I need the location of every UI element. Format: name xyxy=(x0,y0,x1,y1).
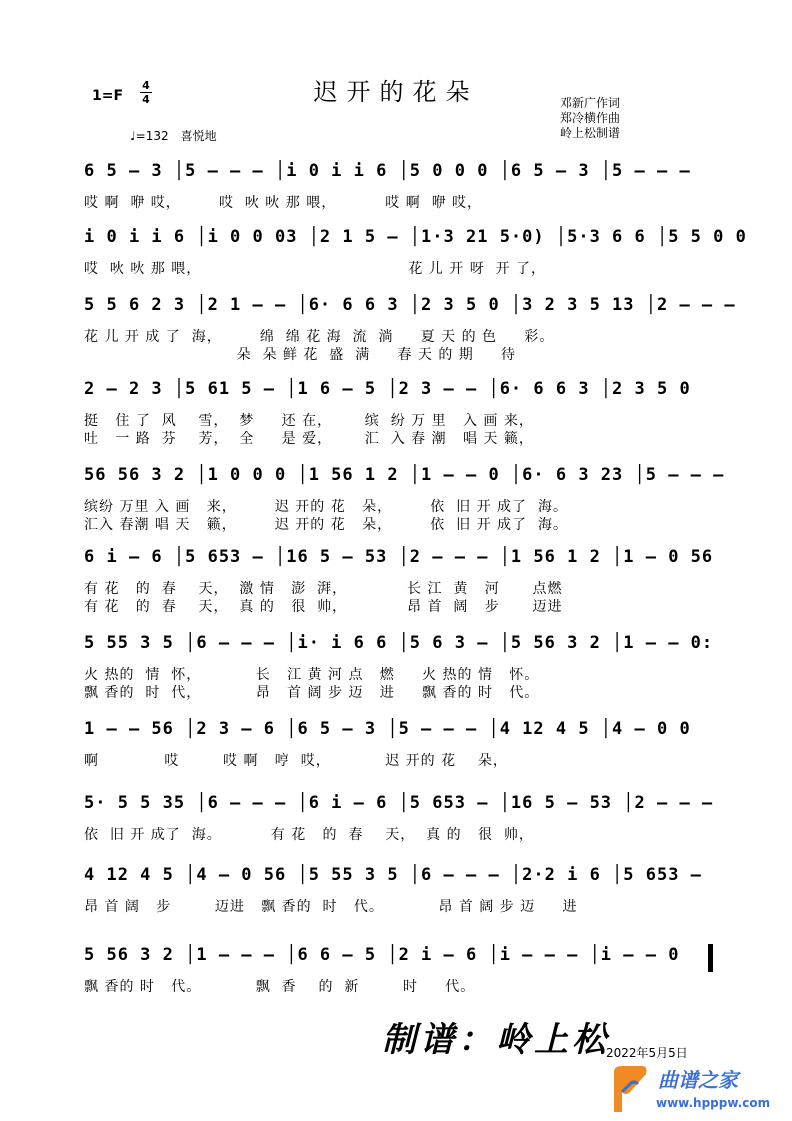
final-barline xyxy=(708,944,713,972)
notes-line: 5· 5 5 35 │6 – – – │6 i – 6 │5 653 – │16 5 – 53 │2 – – – xyxy=(84,793,714,813)
logo-name: 曲谱之家 xyxy=(658,1068,738,1092)
song-title: 迟开的花朵 xyxy=(313,78,479,106)
notes-line: 5 55 3 5 │6 – – – │i· i 6 6 │5 6 3 – │5 56 3 2 │1 – – 0: xyxy=(84,633,714,653)
system-6 xyxy=(0,542,792,624)
lyric-line-1: 缤纷 万里 入 画 来， 迟 开的 花 朵， 依 旧 开 成了 海。 xyxy=(84,499,568,515)
notes-line: 5 5 6 2 3 │2 1 – – │6· 6 6 3 │2 3 5 0 │3 2 3 5 13 │2 – – – xyxy=(84,295,736,315)
lyric-line-2: 吐 一 路 芬 芳， 全 是 爱， 汇 入 春 潮 唱 天 籁， xyxy=(84,431,534,447)
system-9 xyxy=(0,788,792,870)
lyric-line-1: 火 热的 情 怀， 长 江 黄 河 点 燃 火 热的 情 怀。 xyxy=(84,667,540,683)
lyric-line-1: 花 儿 开 成 了 海， 绵 绵 花 海 流 淌 夏 天 的 色 彩。 xyxy=(84,329,555,345)
lyric-line-1: 昂 首 阔 步 迈进 飘 香的 时 代。 昂 首 阔 步 迈 进 xyxy=(84,899,578,915)
notes-line: 6 i – 6 │5 653 – │16 5 – 53 │2 – – – │1 56 1 2 │1 – 0 56 xyxy=(84,547,714,567)
lyric-line-2: 飘 香的 时 代， 昂 首 阔 步 迈 进 飘 香的 时 代。 xyxy=(84,685,540,701)
lyric-line-2: 汇入 春潮 唱 天 籁， 迟 开的 花 朵， 依 旧 开 成了 海。 xyxy=(84,517,568,533)
lyric-line-1: 有 花 的 春 天， 激 情 澎 湃， 长 江 黄 河 点燃 xyxy=(84,581,563,597)
date: 2022年5月5日 xyxy=(606,1046,688,1060)
system-8 xyxy=(0,714,792,796)
lyricist-credit: 邓新广作词 xyxy=(560,96,621,110)
tempo-marking: ♩=132 喜悦地 xyxy=(130,129,217,143)
time-signature xyxy=(140,80,152,105)
system-10 xyxy=(0,860,792,942)
system-7 xyxy=(0,628,792,710)
notes-line: 56 56 3 2 │1 0 0 0 │1 56 1 2 │1 – – 0 │6· 6 3 23 │5 – – – xyxy=(84,465,725,485)
logo-url[interactable]: www.hpppw.com xyxy=(656,1096,771,1110)
system-3 xyxy=(0,290,792,372)
lyric-line-1: 啊 哎 哎 啊 哼 哎， 迟 开的 花 朵， xyxy=(84,753,508,769)
lyric-line-1: 挺 住 了 风 雪， 梦 还 在， 缤 纷 万 里 入 画 来， xyxy=(84,413,534,429)
system-5 xyxy=(0,460,792,542)
time-signature-top: 4 xyxy=(142,79,150,92)
composer-credit: 郑冷横作曲 xyxy=(560,111,621,125)
system-4 xyxy=(0,374,792,456)
arranger-credit: 岭上松制谱 xyxy=(560,126,621,140)
key-signature: 1=F xyxy=(92,88,124,104)
lyric-line-1: 飘 香的 时 代。 飘 香 的 新 时 代。 xyxy=(84,979,476,995)
notes-line: 6 5 – 3 │5 – – – │i 0 i i 6 │5 0 0 0 │6 5 – 3 │5 – – – xyxy=(84,161,691,181)
lyric-line-2: 朵 朵 鲜 花 盛 满 春 天 的 期 待 xyxy=(84,347,517,363)
notes-line: 2 – 2 3 │5 61 5 – │1 6 – 5 │2 3 – – │6· 6 6 3 │2 3 5 0 xyxy=(84,379,691,399)
notes-line: i 0 i i 6 │i 0 0 03 │2 1 5 – │1·3 21 5·0) │5·3 6 6 │5 5 0 0 xyxy=(84,227,747,247)
lyric-line-2: 有 花 的 春 天， 真 的 很 帅， 昂 首 阔 步 迈进 xyxy=(84,599,563,615)
system-11 xyxy=(0,940,792,1022)
site-logo[interactable] xyxy=(608,1058,788,1118)
time-signature-bottom: 4 xyxy=(142,93,150,106)
logo-mark-icon xyxy=(608,1062,652,1116)
notes-line: 1 – – 56 │2 3 – 6 │6 5 – 3 │5 – – – │4 12 4 5 │4 – 0 0 xyxy=(84,719,691,739)
arranger-signature: 制谱：岭上松 xyxy=(382,1020,610,1060)
notes-line: 4 12 4 5 │4 – 0 56 │5 55 3 5 │6 – – – │2·2 i 6 │5 653 – xyxy=(84,865,702,885)
credits xyxy=(560,96,620,141)
lyric-line-1: 依 旧 开 成了 海。 有 花 的 春 天， 真 的 很 帅， xyxy=(84,827,534,843)
lyric-line-1: 哎 吙 吙 那 喂， 花 儿 开 呀 开 了， xyxy=(84,261,547,277)
lyric-line-1: 哎 啊 咿 哎， 哎 吙 吙 那 喂， 哎 啊 咿 哎， xyxy=(84,195,483,211)
notes-line: 5 56 3 2 │1 – – – │6 6 – 5 │2 i – 6 │i – – – │i – – 0 xyxy=(84,945,680,965)
